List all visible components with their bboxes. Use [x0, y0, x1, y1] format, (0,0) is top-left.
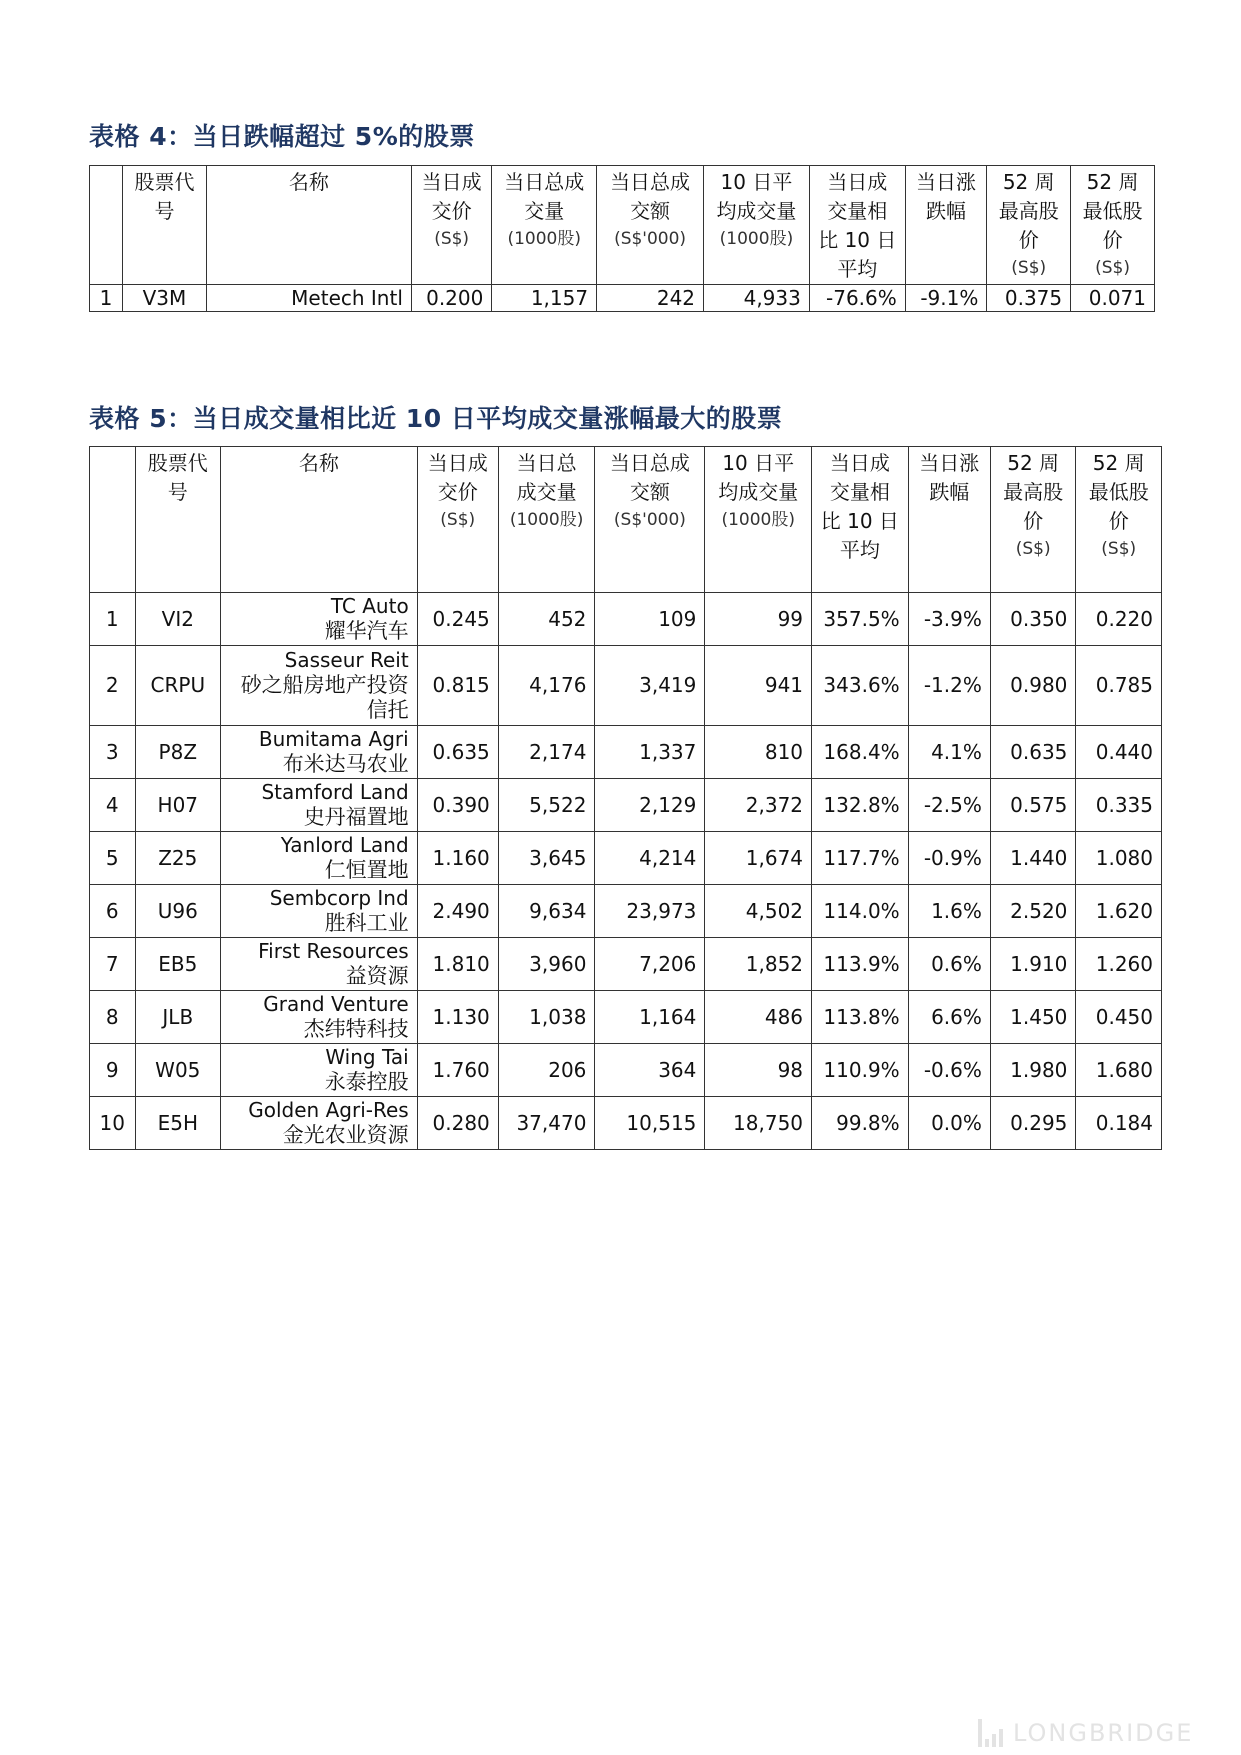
table-cell: -76.6% [809, 285, 905, 312]
column-header-unit: (1000股) [719, 229, 794, 249]
table-cell: 0.350 [990, 593, 1076, 646]
table-cell: 132.8% [812, 779, 909, 832]
table-cell: 3,645 [498, 832, 595, 885]
table-cell: 1.130 [417, 991, 498, 1044]
table-cell: VI2 [135, 593, 221, 646]
table-cell: 3 [90, 726, 136, 779]
stock-name-cell [221, 991, 418, 1044]
column-header-unit: (S$) [1015, 539, 1051, 559]
stock-name-en: Grand Venture [263, 992, 409, 1016]
table-cell: -1.2% [908, 646, 990, 726]
table-cell: 1,674 [705, 832, 812, 885]
column-header [908, 447, 990, 593]
stock-name-cell [221, 1097, 418, 1150]
column-header [704, 166, 810, 285]
stock-name-en: Sembcorp Ind [269, 886, 409, 910]
column-header-label: 当日成交量相比 10 日平均 [820, 451, 899, 562]
column-header [597, 166, 704, 285]
stock-name-cell [221, 726, 418, 779]
table-cell: 1.980 [990, 1044, 1076, 1097]
table-cell: 4,933 [704, 285, 810, 312]
table-cell: 1,157 [492, 285, 597, 312]
table-cell: 23,973 [595, 885, 705, 938]
stock-name-cell [221, 779, 418, 832]
table-cell: 1.080 [1076, 832, 1162, 885]
table4-header-row [90, 166, 1155, 285]
table-cell: EB5 [135, 938, 221, 991]
table-cell: 99.8% [812, 1097, 909, 1150]
table-cell: -2.5% [908, 779, 990, 832]
table-cell: 0.440 [1076, 726, 1162, 779]
stock-name-en: Yanlord Land [280, 833, 409, 857]
table-cell: 1,038 [498, 991, 595, 1044]
table-cell: -9.1% [905, 285, 987, 312]
stock-name-cn: 金光农业资源 [282, 1123, 409, 1147]
stock-name-cell [221, 832, 418, 885]
stock-name-cell [221, 938, 418, 991]
table-row [90, 1044, 1162, 1097]
column-header-unit: (S$) [1101, 539, 1137, 559]
table-cell: 4.1% [908, 726, 990, 779]
table-cell: 1 [90, 285, 123, 312]
table-row [90, 991, 1162, 1044]
column-header [498, 447, 595, 593]
column-header-unit: (S$) [1095, 258, 1130, 278]
table-cell: 2,174 [498, 726, 595, 779]
table-cell: 0.815 [417, 646, 498, 726]
column-header-label: 名称 [298, 451, 339, 475]
table-cell: 357.5% [812, 593, 909, 646]
column-header-label: 当日总成交额 [609, 451, 690, 504]
column-header [905, 166, 987, 285]
table-cell: 1,337 [595, 726, 705, 779]
table-cell: 0.184 [1076, 1097, 1162, 1150]
column-header [1076, 447, 1162, 593]
table-cell: 4,176 [498, 646, 595, 726]
table-cell: W05 [135, 1044, 221, 1097]
column-header [90, 447, 136, 593]
table-cell: 2.490 [417, 885, 498, 938]
column-header [206, 166, 411, 285]
table-cell: 9,634 [498, 885, 595, 938]
table-row [90, 832, 1162, 885]
stock-name-cn: 永泰控股 [324, 1070, 409, 1094]
column-header-label: 当日总成交额 [610, 170, 691, 223]
table-row [90, 938, 1162, 991]
column-header-label: 名称 [288, 170, 329, 194]
table-cell: 0.980 [990, 646, 1076, 726]
stock-name-en: Wing Tai [325, 1045, 409, 1069]
column-header [417, 447, 498, 593]
table-row [90, 726, 1162, 779]
table-cell: 1.260 [1076, 938, 1162, 991]
table-cell: 2,129 [595, 779, 705, 832]
table-cell: 18,750 [705, 1097, 812, 1150]
bar-chart-logo-icon [978, 1719, 1003, 1747]
table-cell: 0.6% [908, 938, 990, 991]
table-cell: U96 [135, 885, 221, 938]
table-cell: 206 [498, 1044, 595, 1097]
table-cell: 0.0% [908, 1097, 990, 1150]
table-cell: 0.280 [417, 1097, 498, 1150]
table-cell: 5,522 [498, 779, 595, 832]
table-cell: 9 [90, 1044, 136, 1097]
column-header-unit: (1000股) [721, 510, 795, 530]
table-cell: 113.8% [812, 991, 909, 1044]
table-cell: 2 [90, 646, 136, 726]
column-header-label: 10 日平均成交量 [718, 451, 799, 504]
column-header [809, 166, 905, 285]
table-cell: 0.575 [990, 779, 1076, 832]
table-row [90, 885, 1162, 938]
table-cell: 110.9% [812, 1044, 909, 1097]
table-cell: 1.6% [908, 885, 990, 938]
table-cell: 2,372 [705, 779, 812, 832]
table-cell: 0.071 [1071, 285, 1155, 312]
table-cell: Z25 [135, 832, 221, 885]
table-cell: 0.295 [990, 1097, 1076, 1150]
table-cell: 0.335 [1076, 779, 1162, 832]
table-cell: 1 [90, 593, 136, 646]
stock-name-cell [221, 593, 418, 646]
table-row [90, 593, 1162, 646]
table-cell: 486 [705, 991, 812, 1044]
column-header-label: 股票代号 [134, 170, 195, 223]
table5-header-row [90, 447, 1162, 593]
table-cell: V3M [123, 285, 207, 312]
column-header-label: 52 周最高股价 [998, 170, 1059, 252]
column-header [812, 447, 909, 593]
table-cell: 7,206 [595, 938, 705, 991]
table-cell: P8Z [135, 726, 221, 779]
table-cell: 1.910 [990, 938, 1076, 991]
table-cell: 0.785 [1076, 646, 1162, 726]
column-header-label: 10 日平均成交量 [716, 170, 797, 223]
table-cell: 0.220 [1076, 593, 1162, 646]
column-header-unit: (S$) [440, 510, 476, 530]
table-cell: 1,852 [705, 938, 812, 991]
table-cell: CRPU [135, 646, 221, 726]
table-row [90, 646, 1162, 726]
table-cell: -0.6% [908, 1044, 990, 1097]
table-cell: -0.9% [908, 832, 990, 885]
table-cell: 99 [705, 593, 812, 646]
column-header-unit: (S$) [434, 229, 470, 249]
stock-name-en: TC Auto [330, 594, 409, 618]
table-row [90, 1097, 1162, 1150]
column-header [90, 166, 123, 285]
column-header-unit: (1000股) [507, 229, 581, 249]
table-cell: 10 [90, 1097, 136, 1150]
table-cell: 1,164 [595, 991, 705, 1044]
table-cell: H07 [135, 779, 221, 832]
stock-name-en: Bumitama Agri [258, 727, 409, 751]
column-header [990, 447, 1076, 593]
column-header [492, 166, 597, 285]
stock-name-cn: 仁恒置地 [324, 858, 409, 882]
table-row [90, 779, 1162, 832]
stock-name-cell [221, 1044, 418, 1097]
table-cell: 3,960 [498, 938, 595, 991]
table-cell: 1.160 [417, 832, 498, 885]
table-cell: 1.450 [990, 991, 1076, 1044]
column-header [411, 166, 491, 285]
table-cell: 452 [498, 593, 595, 646]
stock-name-cn: 砂之船房地产投资信托 [240, 673, 409, 722]
column-header [123, 166, 207, 285]
column-header [221, 447, 418, 593]
column-header-label: 当日成交量相比 10 日平均 [818, 170, 897, 281]
table-cell: 343.6% [812, 646, 909, 726]
table-cell: 7 [90, 938, 136, 991]
stock-name-en: Stamford Land [261, 780, 409, 804]
table-cell: 117.7% [812, 832, 909, 885]
longbridge-watermark [978, 1716, 1218, 1750]
table-cell: 1.620 [1076, 885, 1162, 938]
table-cell: 98 [705, 1044, 812, 1097]
column-header-label: 当日成交价 [427, 451, 488, 504]
watermark-text: LONGBRIDGE [1013, 1719, 1194, 1747]
column-header-label: 股票代号 [147, 451, 208, 504]
stock-name-cn: 益资源 [345, 964, 409, 988]
table-cell: 37,470 [498, 1097, 595, 1150]
stock-name-cn: 耀华汽车 [324, 619, 409, 643]
table-cell: 10,515 [595, 1097, 705, 1150]
column-header-label: 当日总成交量 [516, 451, 577, 504]
stock-name-cell [221, 885, 418, 938]
table-cell: -3.9% [908, 593, 990, 646]
table-cell: 8 [90, 991, 136, 1044]
table-cell: 4,214 [595, 832, 705, 885]
stock-name-cn: 胜科工业 [324, 911, 409, 935]
table-cell: 364 [595, 1044, 705, 1097]
column-header-unit: (S$'000) [613, 510, 686, 530]
table-cell: 0.200 [411, 285, 491, 312]
column-header [705, 447, 812, 593]
column-header-unit: (1000股) [509, 510, 584, 530]
stock-name-cn: 史丹福置地 [303, 805, 409, 829]
table-cell: 6 [90, 885, 136, 938]
table5-caption: 表格 5：当日成交量相比近 10 日平均成交量涨幅最大的股票 [89, 404, 783, 433]
column-header-unit: (S$'000) [614, 229, 687, 249]
table-cell: 810 [705, 726, 812, 779]
stock-name-en: Golden Agri-Res [248, 1098, 409, 1122]
column-header [135, 447, 221, 593]
stock-name-cell [221, 646, 418, 726]
table-cell: 0.450 [1076, 991, 1162, 1044]
table-cell: JLB [135, 991, 221, 1044]
table-cell: 114.0% [812, 885, 909, 938]
column-header [987, 166, 1071, 285]
column-header [1071, 166, 1155, 285]
table-cell: 4,502 [705, 885, 812, 938]
table-cell: 0.245 [417, 593, 498, 646]
stock-name-cn: 杰纬特科技 [303, 1017, 409, 1041]
table-cell: 0.635 [990, 726, 1076, 779]
table-row [90, 285, 1155, 312]
table4 [89, 165, 1155, 312]
column-header-unit: (S$) [1011, 258, 1047, 278]
stock-name-cn: 布米达马农业 [282, 752, 409, 776]
table-cell: 1.760 [417, 1044, 498, 1097]
stock-name-en: First Resources [258, 939, 409, 963]
column-header-label: 52 周最低股价 [1088, 451, 1149, 533]
table-cell: 1.680 [1076, 1044, 1162, 1097]
column-header-label: 当日成交价 [421, 170, 482, 223]
table-cell: 113.9% [812, 938, 909, 991]
column-header-label: 52 周最低股价 [1082, 170, 1143, 252]
column-header-label: 当日总成交量 [504, 170, 585, 223]
table-cell: 0.390 [417, 779, 498, 832]
column-header [595, 447, 705, 593]
table5 [89, 446, 1162, 1150]
table-cell: 168.4% [812, 726, 909, 779]
table-cell: 5 [90, 832, 136, 885]
table-cell: 0.635 [417, 726, 498, 779]
table-cell: 242 [597, 285, 704, 312]
table-cell: 941 [705, 646, 812, 726]
table-cell: 6.6% [908, 991, 990, 1044]
table-cell: 2.520 [990, 885, 1076, 938]
table4-caption: 表格 4：当日跌幅超过 5%的股票 [89, 122, 475, 151]
table-cell: 1.810 [417, 938, 498, 991]
column-header-label: 当日涨跌幅 [919, 451, 980, 504]
stock-name-en: Sasseur Reit [284, 648, 409, 672]
table-cell: 4 [90, 779, 136, 832]
table-cell: Metech Intl [206, 285, 411, 312]
column-header-label: 当日涨跌幅 [916, 170, 977, 223]
table-cell: 0.375 [987, 285, 1071, 312]
table-cell: 109 [595, 593, 705, 646]
column-header-label: 52 周最高股价 [1003, 451, 1064, 533]
table-cell: 1.440 [990, 832, 1076, 885]
table-cell: E5H [135, 1097, 221, 1150]
table-cell: 3,419 [595, 646, 705, 726]
